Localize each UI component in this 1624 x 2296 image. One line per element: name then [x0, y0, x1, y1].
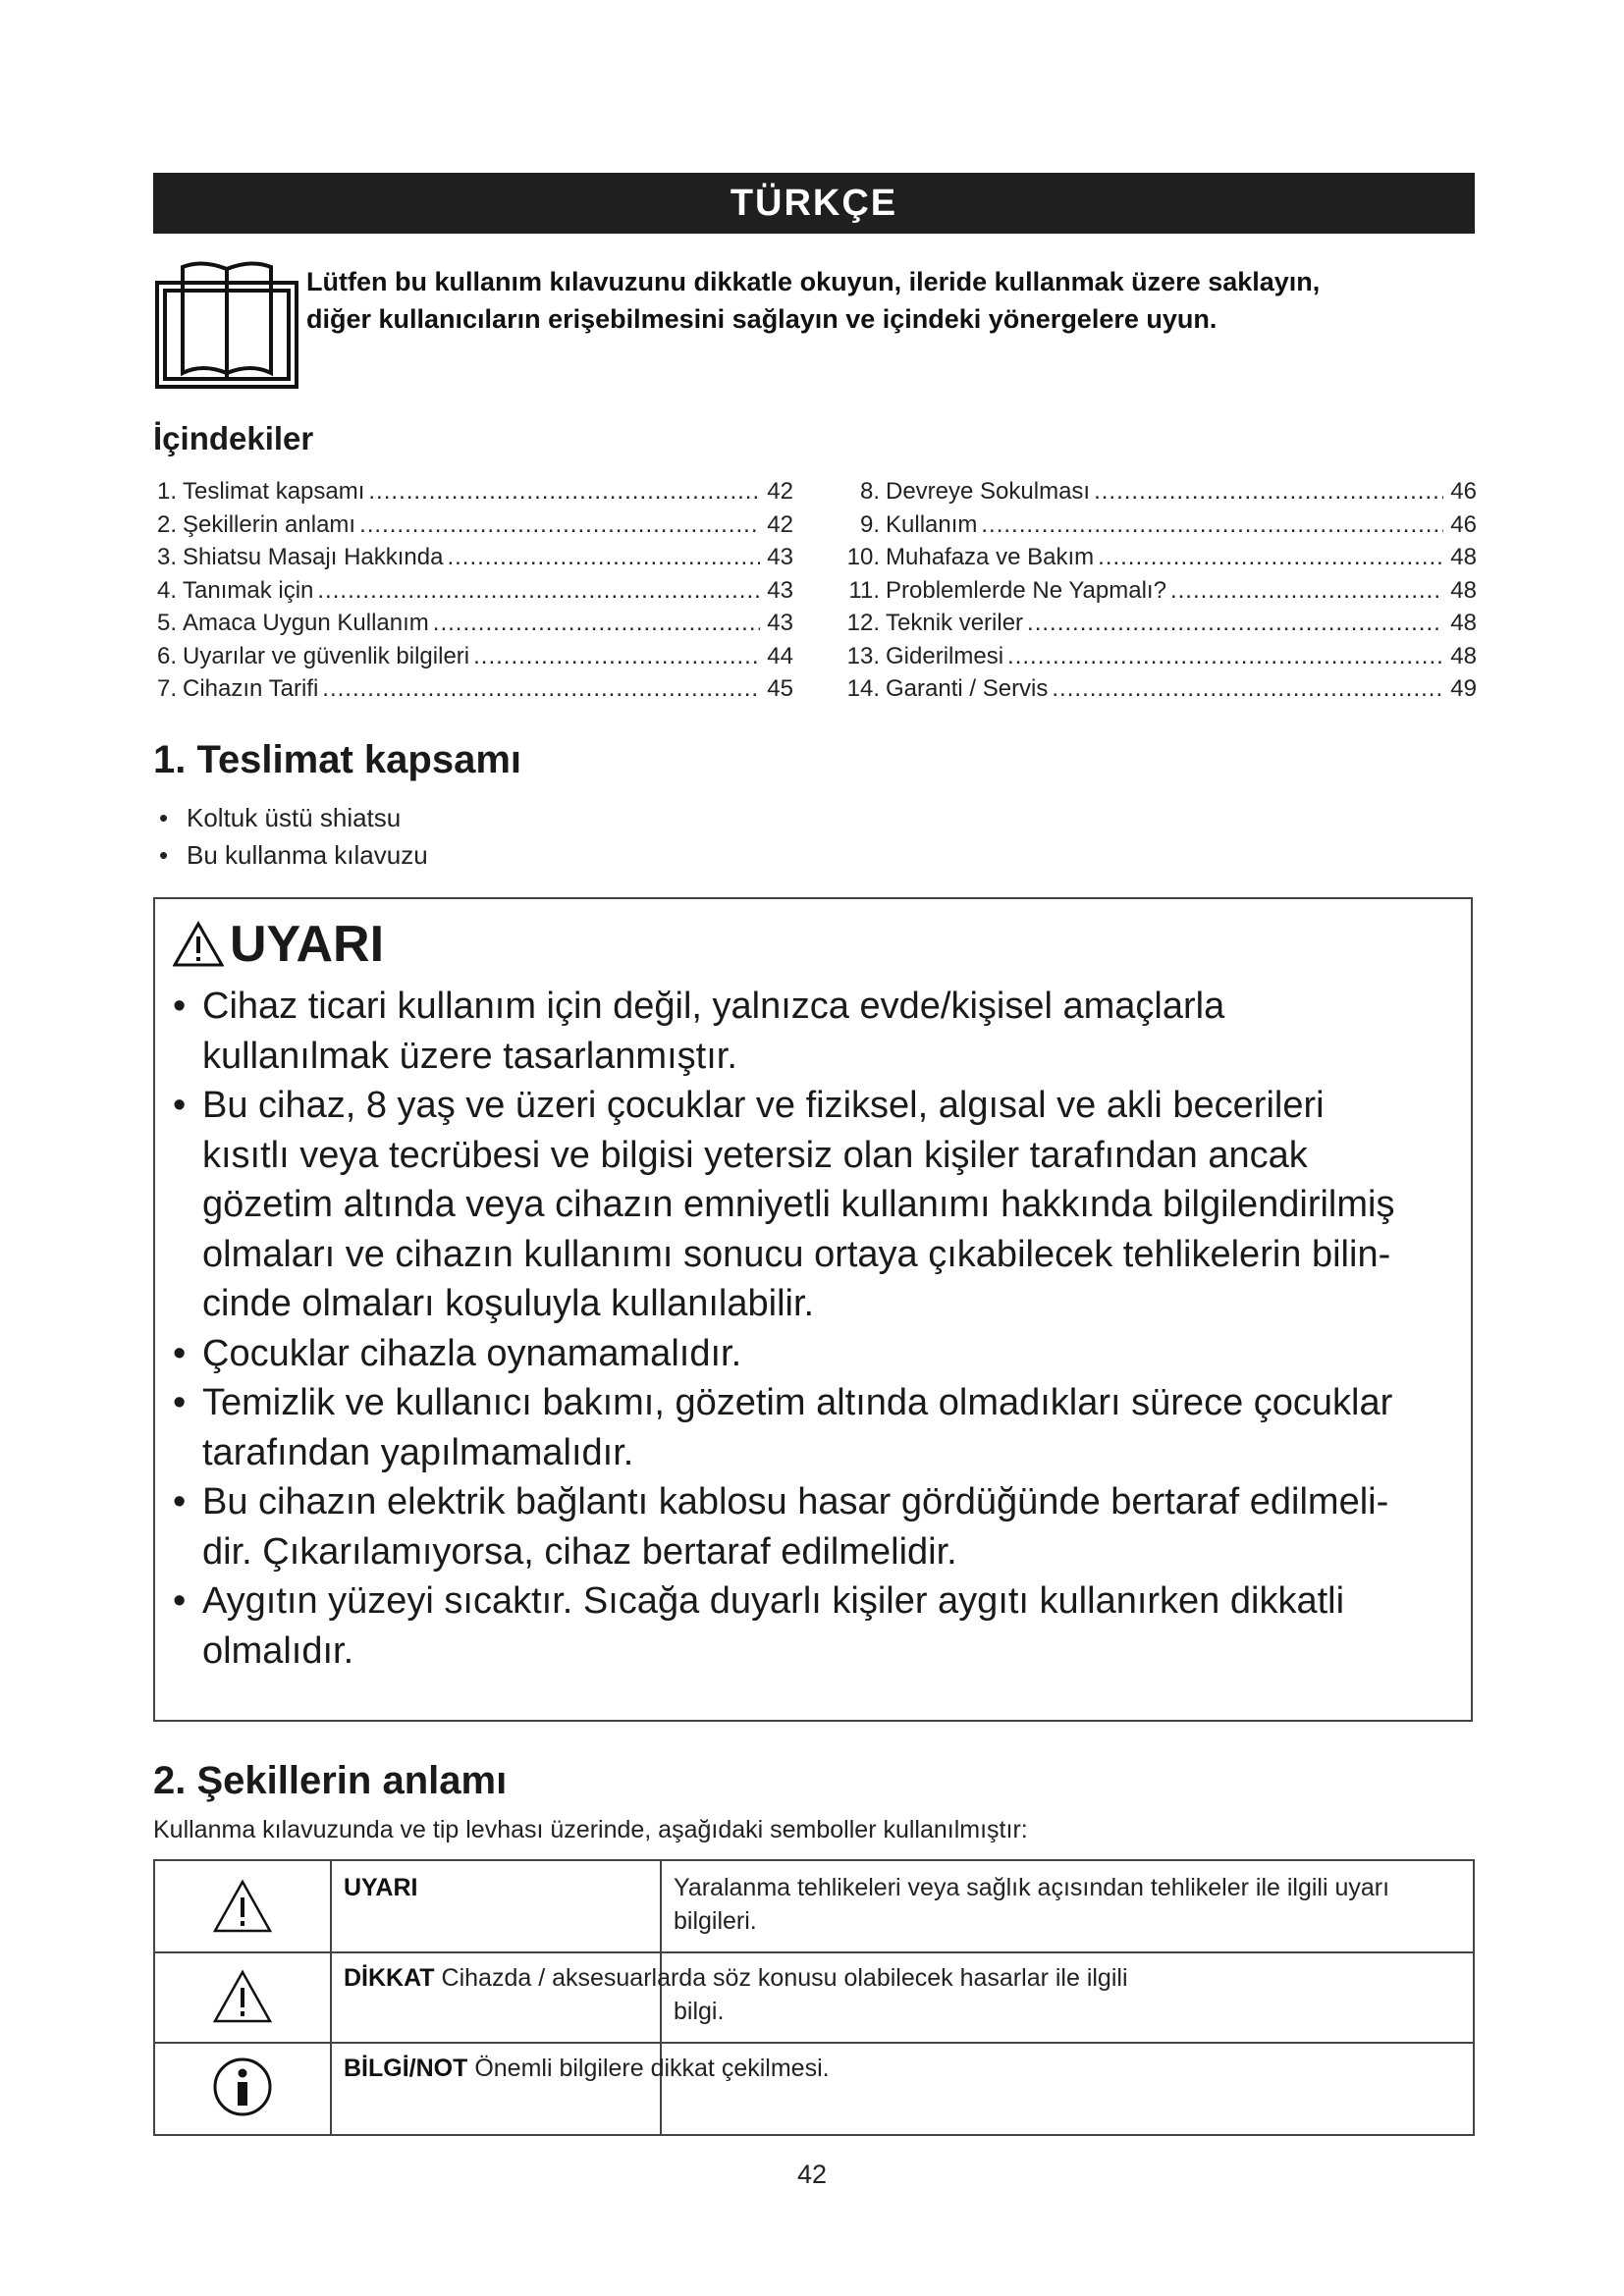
toc-leader: [1098, 541, 1443, 574]
toc-page: 48: [1450, 642, 1477, 669]
symbol-description: Yaralanma tehlikeleri veya sağlık açısından tehlikeler ile ilgili uyarı bilgileri.: [674, 1874, 1390, 1935]
page-number: 42: [796, 2160, 828, 2189]
toc-label: Shiatsu Masajı Hakkında: [183, 544, 444, 570]
warning-item: • Temizlik ve kullanıcı bakımı, gözetim altında olmadıkları sürece çocuklar tarafından yapılmamalıdır.: [173, 1378, 1459, 1477]
intro-line: Lütfen bu kullanım kılavuzunu dikkatle okuyun, ileride kullanmak üzere saklayın,: [306, 267, 1321, 296]
table-divider: [155, 1951, 1473, 1953]
toc-leader: [1170, 574, 1443, 608]
warning-title: UYARI: [230, 916, 385, 973]
toc-left-column: [153, 475, 793, 706]
toc-page: 48: [1450, 576, 1477, 604]
toc-label: Cihazın Tarifi: [183, 675, 319, 702]
book-icon: [153, 257, 300, 391]
toc-page: 42: [767, 510, 793, 538]
table-divider: [660, 1861, 662, 2134]
table-row: [155, 1861, 330, 1951]
toc-page: 46: [1450, 478, 1477, 505]
symbols-table: [153, 1859, 1475, 2136]
language-header: TÜRKÇE: [153, 173, 1475, 234]
toc-label: Teslimat kapsamı: [183, 478, 365, 505]
warning-item: • Bu cihazın elektrik bağlantı kablosu hasar gördüğünde bertaraf edilmeli- dir. Çıkarılamıyorsa, cihaz bertaraf edilmelidir.: [173, 1477, 1459, 1576]
warning-triangle-icon: [211, 1878, 274, 1935]
toc-page: 44: [767, 642, 793, 669]
toc-entry: 14. Garanti / Servis ..... 49: [837, 672, 1477, 706]
toc-right-column: [837, 475, 1477, 706]
toc-entry: 1. Teslimat kapsamı ..... 42: [153, 475, 793, 508]
section-1-heading: 1. Teslimat kapsamı: [153, 738, 521, 781]
warning-item: • Çocuklar cihazla oynamamalıdır.: [173, 1329, 1459, 1379]
toc-entry: 11. Problemlerde Ne Yapmalı? ..... 48: [837, 574, 1477, 608]
toc-entry: 10. Muhafaza ve Bakım ..... 48: [837, 541, 1477, 574]
toc-leader: [433, 607, 760, 640]
intro-line: diğer kullanıcıların erişebilmesini sağlayın ve içindeki yönergelere uyun.: [306, 304, 1218, 334]
toc-leader: [322, 672, 760, 706]
warning-triangle-icon: [173, 921, 224, 968]
toc-entry: 12. Teknik veriler ..... 48: [837, 607, 1477, 640]
toc-page: 43: [767, 576, 793, 604]
toc-leader: [447, 541, 760, 574]
toc-page: 48: [1450, 544, 1477, 570]
toc-leader: [359, 508, 760, 542]
toc-page: 43: [767, 610, 793, 636]
toc-label: Muhafaza ve Bakım: [886, 544, 1095, 570]
toc-label: Amaca Uygun Kullanım: [183, 610, 429, 636]
toc-entry: 8. Devreye Sokulması ..... 46: [837, 475, 1477, 508]
toc-page: 46: [1450, 510, 1477, 538]
warning-item: • Bu cihaz, 8 yaş ve üzeri çocuklar ve fiziksel, algısal ve akli becerileri kısıtlı veya tecrübesi ve bilgisi yetersiz olan kişiler tarafından ancak gözetim altında veya cihazın emniyetli kullanımı hakkında bilgilendirilmiş olmaları ve cihazın kullanımı sonucu ortaya çıkabilecek tehlikelerin bilin- cinde olmaları koşuluyla kullanılabilir.: [173, 1081, 1459, 1329]
toc-label: Garanti / Servis: [886, 675, 1049, 702]
symbol-term: BİLGİ/NOT Önemli bilgilere dikkat çekilmesi.: [344, 2055, 830, 2082]
toc-leader: [317, 574, 760, 608]
toc-page: 48: [1450, 610, 1477, 636]
symbol-term: UYARI: [344, 1874, 418, 1901]
toc-entry: 2. Şekillerin anlamı ..... 42: [153, 508, 793, 542]
toc-leader: [1027, 607, 1443, 640]
symbol-description: bilgi.: [674, 1998, 725, 2025]
symbol-term: DİKKAT Cihazda / aksesuarlarda söz konusu olabilecek hasarlar ile ilgili: [344, 1964, 1128, 1992]
toc-page: 45: [767, 675, 793, 702]
table-divider: [330, 1861, 332, 2134]
caution-triangle-icon: [211, 1968, 274, 2025]
toc-leader: [1052, 672, 1443, 706]
toc-entry: 3. Shiatsu Masajı Hakkında ..... 43: [153, 541, 793, 574]
delivery-list: [153, 799, 428, 874]
toc-label: Tanımak için: [183, 576, 314, 604]
info-icon: [211, 2056, 274, 2118]
toc-page: 42: [767, 478, 793, 505]
toc-label: Uyarılar ve güvenlik bilgileri: [183, 642, 470, 669]
toc-entry: 5. Amaca Uygun Kullanım ..... 43: [153, 607, 793, 640]
toc-leader: [1007, 640, 1443, 673]
toc-label: Teknik veriler: [886, 610, 1024, 636]
toc-title: İçindekiler: [153, 420, 314, 456]
toc-label: Kullanım: [886, 510, 978, 538]
toc-label: Şekillerin anlamı: [183, 510, 356, 538]
warning-item: • Aygıtın yüzeyi sıcaktır. Sıcağa duyarlı kişiler aygıtı kullanırken dikkatli olmalıdır.: [173, 1576, 1459, 1676]
warning-box: [153, 897, 1473, 1722]
list-item: • Bu kullanma kılavuzu: [153, 836, 428, 874]
symbols-intro: Kullanma kılavuzunda ve tip levhası üzerinde, aşağıdaki semboller kullanılmıştır:: [153, 1816, 1028, 1843]
toc-label: Devreye Sokulması: [886, 478, 1091, 505]
intro-text: [306, 263, 1475, 338]
toc-leader: [473, 640, 760, 673]
toc-entry: 7. Cihazın Tarifi ..... 45: [153, 672, 793, 706]
toc-leader: [1094, 475, 1443, 508]
toc-leader: [368, 475, 760, 508]
section-2-heading: 2. Şekillerin anlamı: [153, 1759, 508, 1802]
toc-entry: 4. Tanımak için ..... 43: [153, 574, 793, 608]
toc-entry: 6. Uyarılar ve güvenlik bilgileri ..... 44: [153, 640, 793, 673]
warning-item: • Cihaz ticari kullanım için değil, yalnızca evde/kişisel amaçlarla kullanılmak üzere tasarlanmıştır.: [173, 982, 1459, 1081]
table-divider: [155, 2042, 1473, 2044]
toc-page: 49: [1450, 675, 1477, 702]
toc-label: Giderilmesi: [886, 642, 1004, 669]
warning-list: [173, 982, 1459, 1676]
toc-label: Problemlerde Ne Yapmalı?: [886, 576, 1166, 604]
toc-entry: 9. Kullanım ..... 46: [837, 508, 1477, 542]
read-manual-notice: [153, 257, 1475, 395]
table-row: [155, 2042, 330, 2132]
toc-page: 43: [767, 544, 793, 570]
toc-entry: 13. Giderilmesi ..... 48: [837, 640, 1477, 673]
toc-leader: [981, 508, 1443, 542]
table-row: [155, 1951, 330, 2042]
list-item: • Koltuk üstü shiatsu: [153, 799, 428, 836]
